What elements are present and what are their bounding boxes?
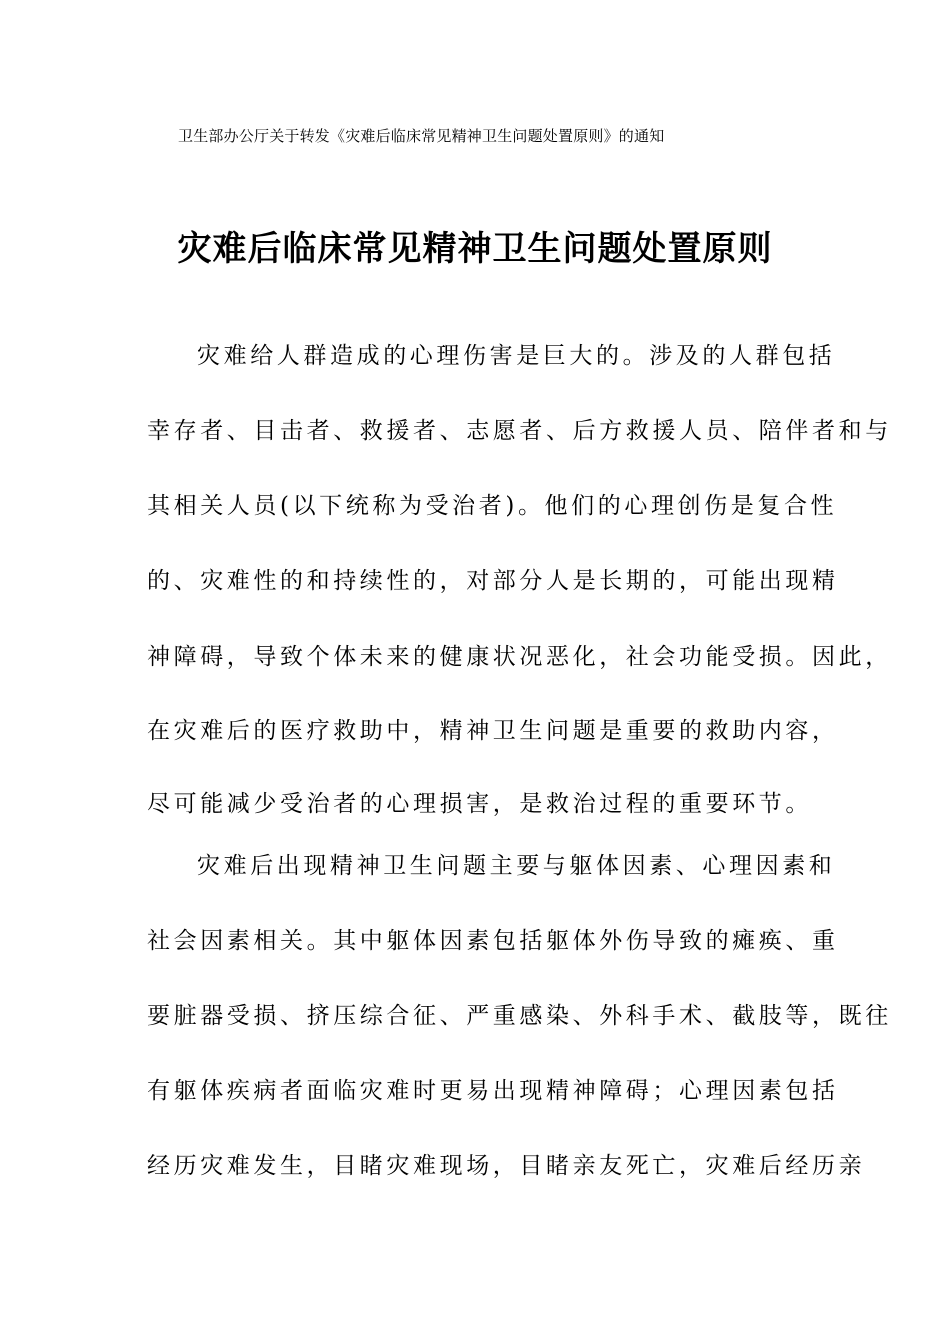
paragraph-2-line-5: 经历灾难发生，目睹灾难现场，目睹亲友死亡，灾难后经历亲 xyxy=(147,1153,866,1179)
paragraph-2-line-3: 要脏器受损、挤压综合征、严重感染、外科手术、截肢等，既往 xyxy=(147,1003,892,1029)
paragraph-1-line-7: 尽可能减少受治者的心理损害，是救治过程的重要环节。 xyxy=(147,791,812,817)
paragraph-2-line-1: 灾难后出现精神卫生问题主要与躯体因素、心理因素和 xyxy=(197,853,836,879)
header-note: 卫生部办公厅关于转发《灾难后临床常见精神卫生问题处置原则》的通知 xyxy=(178,127,665,145)
paragraph-1-line-3: 其相关人员(以下统称为受治者)。他们的心理创伤是复合性 xyxy=(147,493,838,519)
paragraph-1-line-4: 的、灾难性的和持续性的，对部分人是长期的，可能出现精 xyxy=(147,568,839,594)
paragraph-1-line-6: 在灾难后的医疗救助中，精神卫生问题是重要的救助内容， xyxy=(147,718,839,744)
paragraph-2-line-4: 有躯体疾病者面临灾难时更易出现精神障碍；心理因素包括 xyxy=(147,1078,839,1104)
paragraph-1-line-2: 幸存者、目击者、救援者、志愿者、后方救援人员、陪伴者和与 xyxy=(147,418,892,444)
paragraph-1-line-5: 神障碍，导致个体未来的健康状况恶化，社会功能受损。因此， xyxy=(147,644,892,670)
document-title: 灾难后临床常见精神卫生问题处置原则 xyxy=(177,229,773,269)
paragraph-1-line-1: 灾难给人群造成的心理伤害是巨大的。涉及的人群包括 xyxy=(197,343,836,369)
paragraph-2-line-2: 社会因素相关。其中躯体因素包括躯体外伤导致的瘫痪、重 xyxy=(147,928,839,954)
